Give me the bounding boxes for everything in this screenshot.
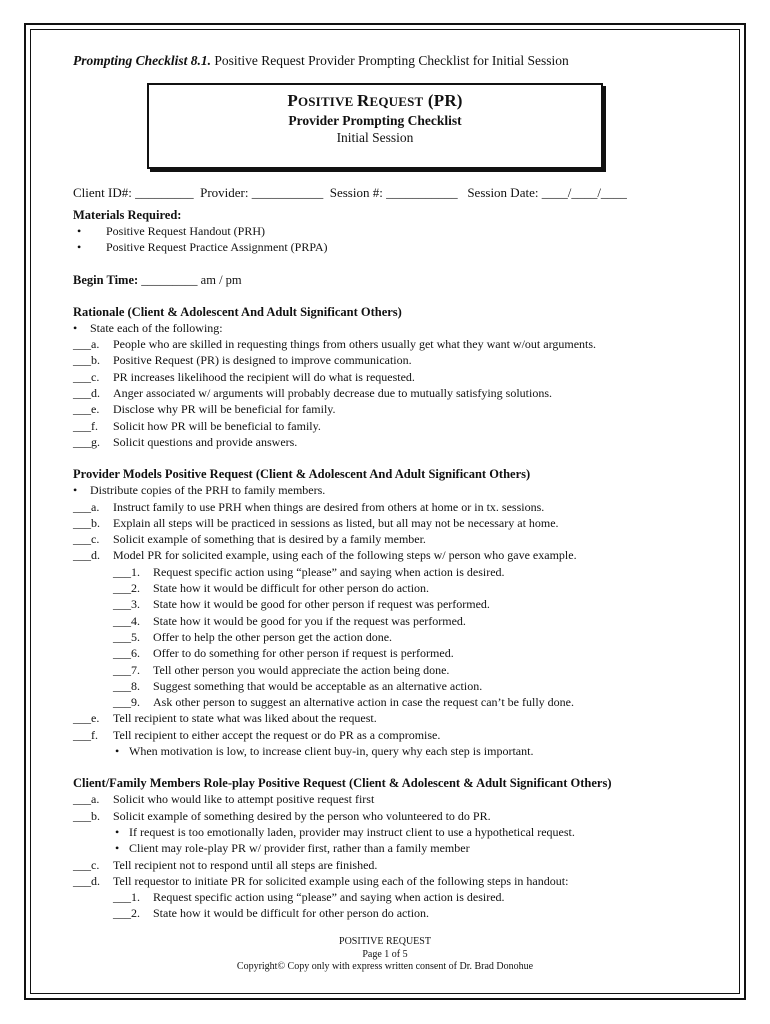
rationale-header: Rationale (Client & Adolescent And Adult Significant Others)	[73, 304, 402, 319]
check-blank: ___3.	[113, 597, 140, 612]
sub-bullet-text: If request is too emotionally laden, provider may instruct client to use a hypothetical request.	[129, 824, 575, 839]
materials-item: Positive Request Handout (PRH)	[106, 224, 265, 238]
client-info-line: Client ID#: _________ Provider: ___________ Session #: ___________ Session Date: ____/____/____	[73, 185, 627, 200]
check-blank: ___f.	[73, 418, 98, 433]
item-text: Tell requestor to initiate PR for solicited example using each of the following steps in handout:	[113, 873, 569, 888]
check-blank: ___c.	[73, 857, 100, 872]
begin-time-line	[73, 272, 693, 288]
checklist-item	[73, 791, 693, 807]
item-text: Positive Request (PR) is designed to improve communication.	[113, 353, 412, 368]
checklist-item	[73, 857, 693, 873]
materials-item: Positive Request Practice Assignment (PRPA)	[106, 240, 328, 255]
document-body	[73, 52, 693, 922]
sub-bullet	[73, 824, 693, 840]
copyright-notice: Copyright© Copy only with express written consent of Dr. Brad Donohue	[236, 961, 534, 972]
checklist-item	[73, 499, 693, 515]
item-text: Solicit questions and provide answers.	[113, 434, 298, 449]
begin-time-label: Begin Time:	[73, 272, 139, 287]
check-blank: ___6.	[113, 646, 140, 661]
title-letter: R	[356, 91, 370, 110]
check-blank: ___7.	[113, 662, 140, 677]
check-blank: ___e.	[73, 402, 100, 417]
checklist-item	[73, 515, 693, 531]
step-text: Request specific action using “please” and saying when action is desired.	[153, 564, 505, 579]
begin-time-field: _________ am / pm	[138, 272, 242, 287]
check-blank: ___2.	[113, 906, 140, 921]
checklist-item	[73, 808, 693, 824]
item-text: Tell recipient to state what was liked about the request.	[113, 711, 377, 726]
check-blank: ___b.	[73, 808, 100, 823]
page-footer	[0, 936, 770, 974]
checklist-item	[73, 401, 693, 417]
sub-bullet	[73, 743, 693, 759]
checklist-item	[73, 352, 693, 368]
roleplay-header: Client/Family Members Role-play Positive Request (Client & Adolescent & Adult Significant Others)	[73, 776, 612, 791]
item-text: Anger associated w/ arguments will probably decrease due to mutually satisfying solutions.	[113, 386, 553, 401]
step-text: Offer to help the other person get the action done.	[153, 629, 393, 644]
check-blank: ___c.	[73, 369, 100, 384]
sub-bullet-text: When motivation is low, to increase client buy-in, query why each step is important.	[129, 744, 534, 759]
step-item	[73, 596, 693, 612]
document-subtitle: Provider Prompting Checklist	[288, 113, 462, 128]
step-item	[73, 678, 693, 694]
item-text: Solicit who would like to attempt positive request first	[113, 792, 375, 807]
title-box	[147, 83, 603, 169]
step-text: State how it would be difficult for other person do action.	[153, 906, 430, 921]
step-text: Tell other person you would appreciate the action being done.	[153, 662, 450, 677]
bullet-text: State each of the following:	[90, 320, 223, 335]
page-number: Page 1 of 5	[362, 948, 408, 960]
checklist-item	[73, 710, 693, 726]
title-letter: P	[287, 91, 298, 110]
check-blank: ___b.	[73, 353, 100, 368]
checklist-item	[73, 547, 693, 563]
step-item	[73, 645, 693, 661]
checklist-item	[73, 531, 693, 547]
checklist-item	[73, 336, 693, 352]
sub-bullet-text: Client may role-play PR w/ provider first, rather than a family member	[129, 841, 470, 856]
step-text: State how it would be good for other person if request was performed.	[153, 597, 490, 612]
step-item	[73, 613, 693, 629]
rationale-bullet	[73, 320, 693, 336]
step-text: Request specific action using “please” and saying when action is desired.	[153, 890, 505, 905]
materials-header: Materials Required:	[73, 208, 182, 222]
step-text: Offer to do something for other person if request is performed.	[153, 646, 454, 661]
list-item	[73, 239, 693, 255]
list-item	[73, 223, 693, 239]
checklist-item	[73, 434, 693, 450]
item-text: Solicit how PR will be beneficial to family.	[113, 418, 321, 433]
item-text: People who are skilled in requesting things from others usually get what they want w/out arguments.	[113, 337, 597, 352]
sub-bullet	[73, 840, 693, 856]
check-blank: ___9.	[113, 695, 140, 710]
footer-title: POSITIVE REQUEST	[339, 936, 431, 947]
step-text: Ask other person to suggest an alternative action in case the request can’t be fully done.	[153, 695, 574, 710]
step-item	[73, 580, 693, 596]
session-label: Initial Session	[336, 130, 414, 145]
item-text: Explain all steps will be practiced in sessions as listed, but all may not be necessary at home.	[113, 515, 559, 530]
check-blank: ___b.	[73, 515, 100, 530]
title-part: OSITIVE	[297, 94, 357, 109]
step-item	[73, 629, 693, 645]
step-item	[73, 662, 693, 678]
heading-text: Positive Request Provider Prompting Checklist for Initial Session	[211, 53, 569, 68]
step-text: State how it would be good for you if the request was performed.	[153, 613, 466, 628]
check-blank: ___1.	[113, 890, 140, 905]
step-text: State how it would be difficult for other person do action.	[153, 581, 430, 596]
title-abbr: (PR)	[423, 91, 463, 110]
step-item	[73, 889, 693, 905]
item-text: Solicit example of something desired by the person who volunteered to do PR.	[113, 808, 491, 823]
check-blank: ___a.	[73, 792, 100, 807]
item-text: Tell recipient to either accept the request or do PR as a compromise.	[113, 727, 441, 742]
item-text: Tell recipient not to respond until all steps are finished.	[113, 857, 378, 872]
item-text: Disclose why PR will be beneficial for family.	[113, 402, 336, 417]
heading-label: Prompting Checklist 8.1.	[73, 53, 212, 68]
item-text: PR increases likelihood the recipient will do what is requested.	[113, 369, 415, 384]
step-text: Suggest something that would be acceptable as an alternative action.	[153, 678, 483, 693]
check-blank: ___d.	[73, 548, 100, 563]
item-text: Solicit example of something that is desired by a family member.	[113, 532, 426, 547]
check-blank: ___1.	[113, 564, 140, 579]
checklist-item	[73, 418, 693, 434]
check-blank: ___a.	[73, 499, 100, 514]
check-blank: ___5.	[113, 629, 140, 644]
bullet-text: Distribute copies of the PRH to family members.	[90, 483, 326, 498]
step-item	[73, 564, 693, 580]
check-blank: ___f.	[73, 727, 98, 742]
check-blank: ___4.	[113, 613, 140, 628]
title-part: EQUEST	[369, 94, 424, 109]
item-text: Instruct family to use PRH when things are desired from others at home or in tx. sessions.	[113, 499, 545, 514]
item-text: Model PR for solicited example, using each of the following steps w/ person who gave example.	[113, 548, 577, 563]
checklist-item	[73, 385, 693, 401]
check-blank: ___g.	[73, 434, 100, 449]
checklist-item	[73, 727, 693, 743]
check-blank: ___8.	[113, 678, 140, 693]
models-bullet	[73, 482, 693, 498]
check-blank: ___d.	[73, 873, 100, 888]
check-blank: ___a.	[73, 337, 100, 352]
step-item	[73, 694, 693, 710]
check-blank: ___c.	[73, 532, 100, 547]
check-blank: ___e.	[73, 711, 100, 726]
checklist-item	[73, 873, 693, 889]
checklist-heading	[73, 52, 693, 70]
document-title	[149, 91, 601, 112]
models-header: Provider Models Positive Request (Client & Adolescent And Adult Significant Others)	[73, 467, 531, 482]
checklist-item	[73, 369, 693, 385]
check-blank: ___2.	[113, 581, 140, 596]
step-item	[73, 905, 693, 921]
check-blank: ___d.	[73, 386, 100, 401]
